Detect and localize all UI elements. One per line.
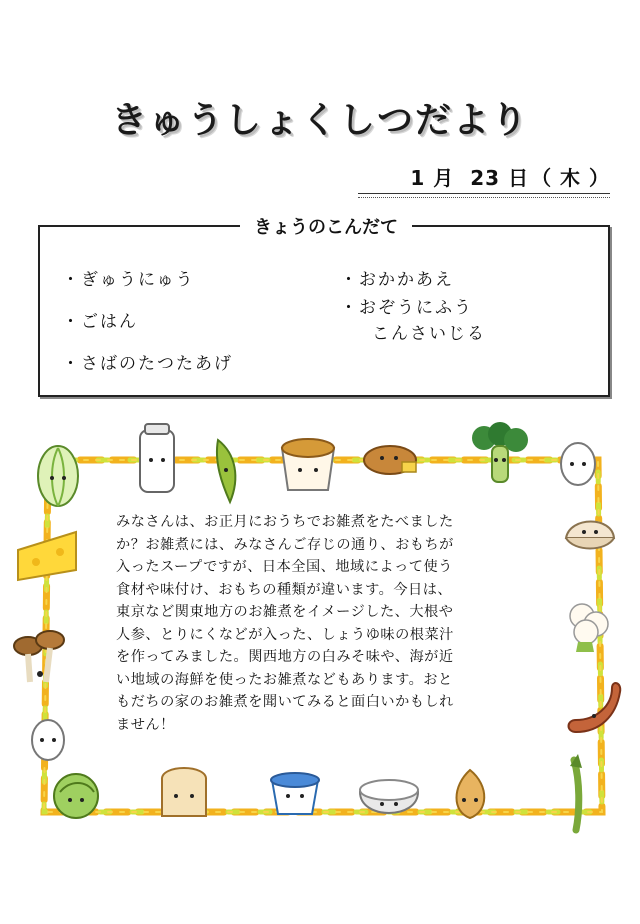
egg-icon: [561, 443, 595, 485]
yogurt-icon: [271, 773, 319, 814]
menu-item-line2: こんさいじる: [372, 324, 486, 344]
message-line: ません！: [116, 716, 175, 733]
natto-icon: [282, 439, 334, 490]
cabbage-icon: [38, 446, 78, 506]
message-line: 東京など関東地方のお雑煮をイメージした、大根や: [116, 604, 454, 620]
message-line: みなさんは、お正月におうちでお雑煮をたべました: [116, 514, 454, 530]
clam-icon: [566, 522, 614, 549]
message-line: もだちの家のお雑煮を聞いてみると面白いかもしれ: [116, 694, 454, 710]
bread-roll-icon: [364, 446, 416, 474]
page-title: きゅうしょくしつだより: [110, 100, 529, 141]
toast-icon: [162, 768, 206, 816]
message-line: 食材や味付け、おもちの種類が違います。今日は、: [116, 581, 453, 598]
menu-item-line1: ・おぞうにふう: [340, 298, 473, 318]
cabbage-round-icon: [54, 774, 98, 818]
asparagus-icon: [570, 754, 582, 830]
date-line: [358, 162, 610, 194]
date-weekday: （ 木 ）: [531, 166, 610, 190]
menu-heading: きょうのこんだて: [240, 213, 412, 239]
message-line: を作ってみました。関西地方の白みそ味や、海が近: [116, 649, 454, 665]
menu-item: ・さばのたつたあげ: [62, 354, 233, 374]
message-line: 入ったスープですが、日本全国、地域によって使う: [116, 559, 453, 575]
message-line: い地域の海鮮を使ったお雑煮などもあります。おと: [116, 671, 453, 688]
egg-small-icon: [32, 720, 64, 760]
menu-item: ・ぎゅうにゅう: [62, 270, 195, 290]
menu-item-multiline: [340, 297, 486, 345]
message-line: 人参、とりにくなどが入った、しょうゆ味の根菜汁: [116, 626, 454, 643]
menu-box: [38, 217, 610, 397]
okra-icon: [217, 440, 235, 502]
message-line: か？お雑煮には、みなさんご存じの通り、おもちが: [116, 536, 454, 553]
message-text: [116, 511, 536, 736]
date-day-unit: 日: [508, 166, 530, 190]
date-month: 1: [410, 166, 426, 190]
date-month-unit: 月: [433, 166, 455, 190]
date-day: 23: [470, 166, 501, 190]
sausage-icon: [569, 683, 621, 732]
mushroom-icon: [14, 631, 64, 682]
menu-item: ・ごはん: [62, 312, 138, 332]
broccoli-icon: [472, 422, 528, 482]
rice-bowl-icon: [360, 780, 418, 813]
menu-item: ・おかかあえ: [340, 270, 454, 290]
milk-bottle-icon: [140, 424, 174, 492]
onion-icon: [457, 770, 485, 818]
